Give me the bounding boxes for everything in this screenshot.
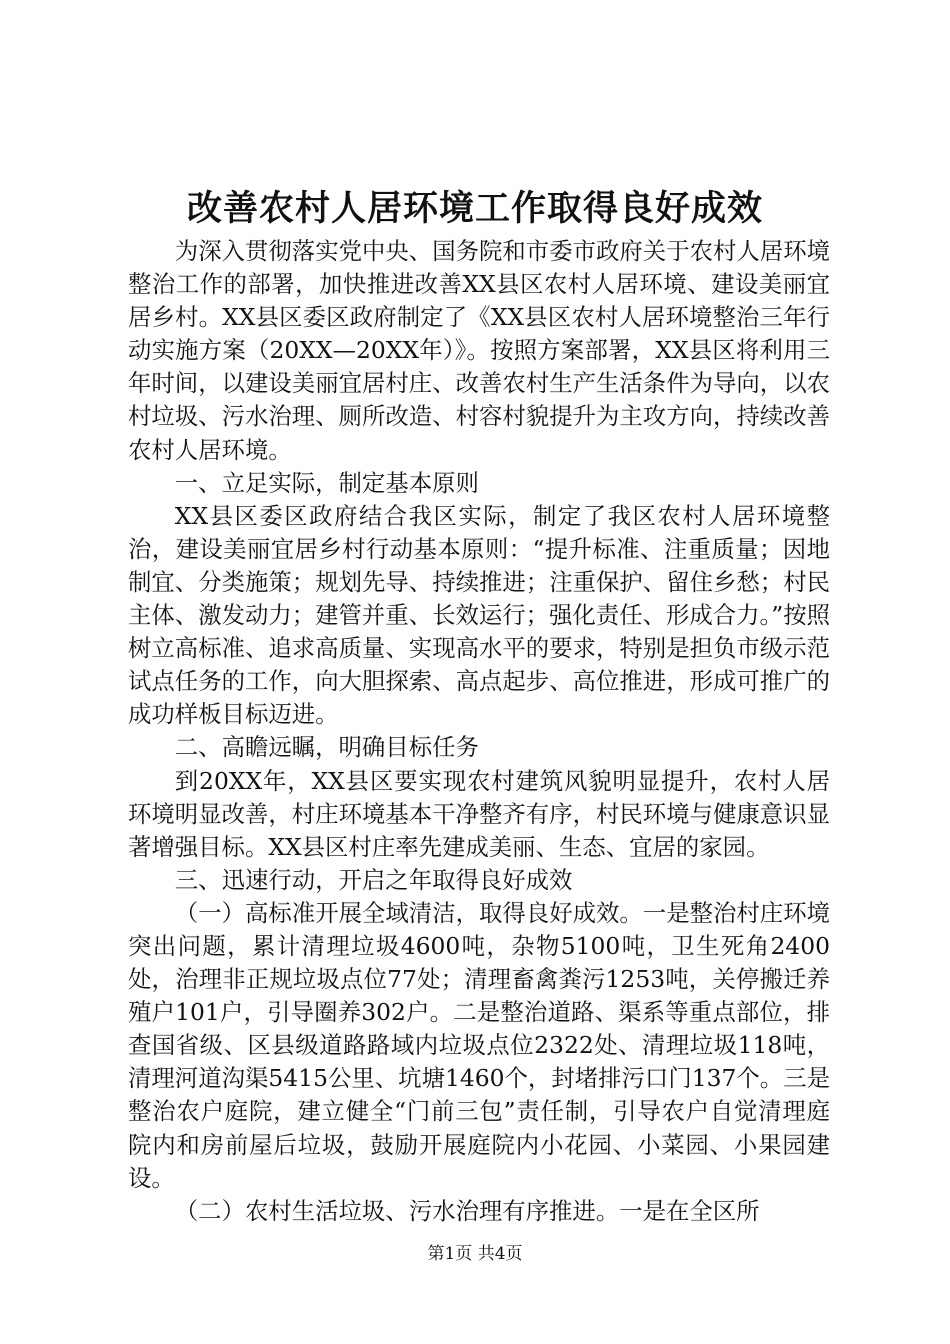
paragraph-cleaning: （一）高标准开展全域清洁，取得良好成效。一是整治村庄环境突出问题，累计清理垃圾4600吨，杂物5100吨，卫生死角2400处，治理非正规垃圾点位77处；清理畜禽粪污1253吨，关停搬迁养殖户101户，引导圈养302户。二是整治道路、渠系等重点部位，排查国省级、区县级道路路域内垃圾点位2322处、清理垃圾118吨，清理河道沟渠5415公里、坑塘1460个，封堵排污口门137个。三是整治农户庭院，建立健全“门前三包”责任制，引导农户自觉清理庭院内和房前屋后垃圾，鼓励开展庭院内小花园、小菜园、小果园建设。 (128, 898, 830, 1192)
document-title: 改善农村人居环境工作取得良好成效 (186, 188, 763, 229)
paragraph-principles: XX县区委区政府结合我区实际，制定了我区农村人居环境整治，建设美丽宜居乡村行动基本原则：“提升标准、注重质量；因地制宜、分类施策；规划先导、持续推进；注重保护、留住乡愁；村民主体、激发动力；建管并重、长效运行；强化责任、形成合力。”按照树立高标准、追求高质量、实现高水平的要求，特别是担负市级示范试点任务的工作，向大胆探索、高点起步、高位推进，形成可推广的成功样板目标迈进。 (128, 501, 830, 729)
section-heading-1: 一、立足实际，制定基本原则 (174, 468, 479, 497)
document-body (128, 235, 830, 1228)
paragraph-waste: （二）农村生活垃圾、污水治理有序推进。一是在全区所 (174, 1196, 760, 1225)
page-footer: 第1页 共4页 (427, 1244, 523, 1264)
paragraph-intro: 为深入贯彻落实党中央、国务院和市委市政府关于农村人居环境整治工作的部署，加快推进改善XX县区农村人居环境、建设美丽宜居乡村。XX县区委区政府制定了《XX县区农村人居环境整治三年行动实施方案（20XX—20XX年）》。按照方案部署，XX县区将利用三年时间，以建设美丽宜居村庄、改善农村生产生活条件为导向，以农村垃圾、污水治理、厕所改造、村容村貌提升为主攻方向，持续改善农村人居环境。 (128, 237, 830, 464)
section-heading-2: 二、高瞻远瞩，明确目标任务 (174, 733, 479, 762)
section-heading-3: 三、迅速行动，开启之年取得良好成效 (174, 865, 573, 894)
paragraph-goals: 到20XX年，XX县区要实现农村建筑风貌明显提升，农村人居环境明显改善，村庄环境基本干净整齐有序，村民环境与健康意识显著增强目标。XX县区村庄率先建成美丽、生态、宜居的家园。 (128, 766, 830, 861)
